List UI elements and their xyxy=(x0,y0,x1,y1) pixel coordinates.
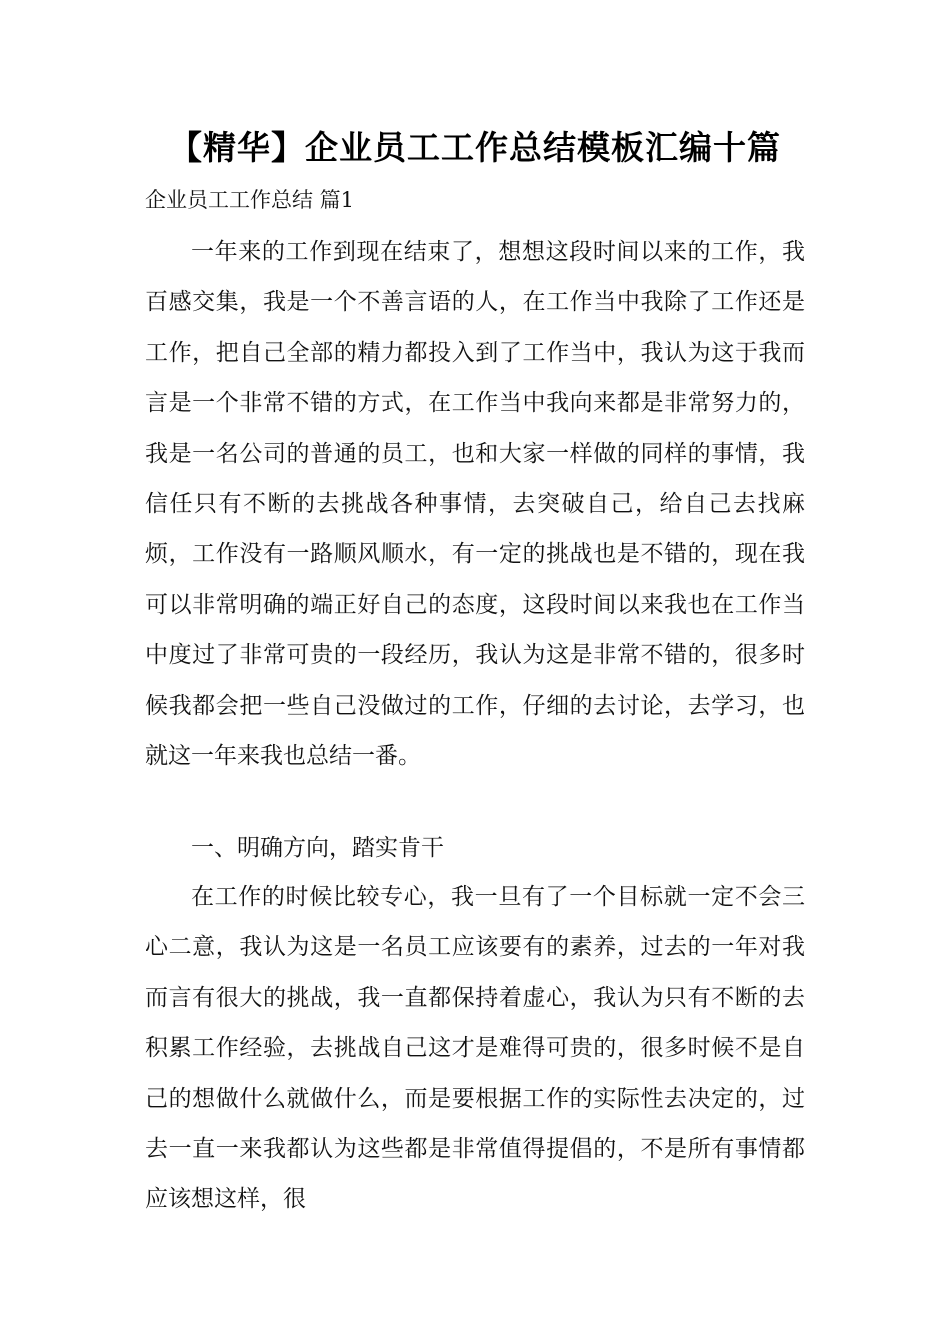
document-title: 【精华】企业员工工作总结模板汇编十篇 xyxy=(169,128,781,167)
body-paragraph-2: 在工作的时候比较专心，我一旦有了一个目标就一定不会三心二意，我认为这是一名员工应该要有的素养，过去的一年对我而言有很大的挑战，我一直都保持着虚心，我认为只有不断的去积累工作经验，去挑战自己这才是难得可贵的，很多时候不是自己的想做什么就做什么，而是要根据工作的实际性去决定的，过去一直一来我都认为这些都是非常值得提倡的，不是所有事情都应该想这样，很 xyxy=(145,884,805,1213)
section-heading-1: 一、明确方向，踏实肯干 xyxy=(191,835,444,861)
section-subtitle: 企业员工工作总结 篇1 xyxy=(145,188,355,212)
body-paragraph-1: 一年来的工作到现在结束了，想想这段时间以来的工作，我百感交集，我是一个不善言语的人，在工作当中我除了工作还是工作，把自己全部的精力都投入到了工作当中，我认为这于我而言是一个非常不错的方式，在工作当中我向来都是非常努力的，我是一名公司的普通的员工，也和大家一样做的同样的事情，我信任只有不断的去挑战各种事情，去突破自己，给自己去找麻烦，工作没有一路顺风顺水，有一定的挑战也是不错的，现在我可以非常明确的端正好自己的态度，这段时间以来我也在工作当中度过了非常可贵的一段经历，我认为这是非常不错的，很多时候我都会把一些自己没做过的工作，仔细的去讨论，去学习，也就这一年来我也总结一番。 xyxy=(145,239,805,770)
